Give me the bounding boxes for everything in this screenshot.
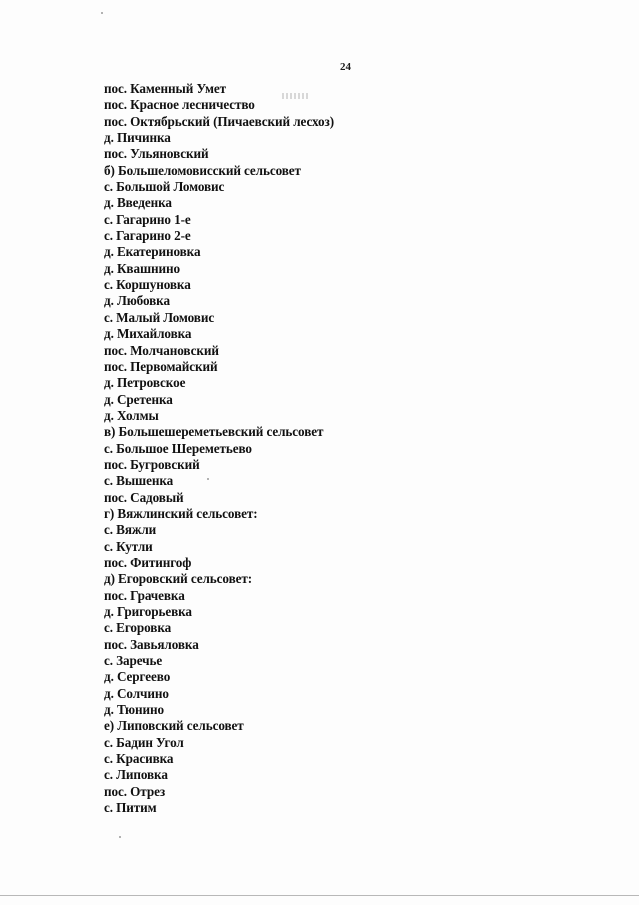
list-item: с. Питим: [104, 800, 157, 816]
list-item: д. Сергеево: [104, 669, 171, 685]
list-item: с. Гагарино 1-е: [104, 211, 191, 227]
list-item: с. Гагарино 2-е: [104, 228, 191, 244]
list-item: д. Любовка: [104, 293, 170, 309]
list-item: с. Красивка: [104, 751, 174, 767]
list-item: д. Холмы: [104, 407, 159, 423]
list-item: с. Липовка: [104, 767, 168, 783]
scan-speck: [101, 12, 103, 14]
list-item: д. Квашнино: [104, 260, 180, 276]
list-item: с. Кутли: [104, 538, 153, 554]
list-item: пос. Каменный Умет: [104, 81, 226, 96]
list-item: пос. Октябрьский (Пичаевский лесхоз): [104, 113, 335, 129]
list-item: д. Солчино: [104, 685, 169, 701]
section-heading: б) Большеломовисский сельсовет: [104, 162, 301, 178]
list-item: д. Тюнино: [104, 702, 164, 718]
list-item: с. Вышенка: [104, 473, 174, 489]
list-item: пос. Первомайский: [104, 358, 218, 374]
list-item: пос. Завьяловка: [104, 636, 199, 652]
list-item: д. Петровское: [104, 375, 186, 391]
list-item: с. Вяжли: [104, 522, 157, 538]
section-heading: г) Вяжлинский сельсовет:: [104, 505, 258, 521]
section-heading: е) Липовский сельсовет: [104, 718, 244, 734]
list-item: с. Большой Ломовис: [104, 179, 225, 195]
list-item: д. Екатериновка: [104, 244, 201, 260]
list-item: пос. Садовый: [104, 489, 184, 505]
list-item: пос. Бугровский: [104, 456, 200, 472]
list-item: с. Заречье: [104, 653, 163, 669]
list-item: пос. Фитингоф: [104, 554, 192, 570]
list-item: д. Пичинка: [104, 130, 171, 146]
list-item: с. Большое Шереметьево: [104, 440, 252, 456]
list-item: с. Бадин Угол: [104, 734, 184, 750]
list-item: пос. Красное лесничество: [104, 97, 255, 113]
list-item: пос. Отрез: [104, 783, 166, 799]
list-item: д. Михайловка: [104, 326, 192, 342]
list-item: пос. Молчановский: [104, 342, 219, 358]
list-item: с. Малый Ломовис: [104, 309, 215, 325]
scan-edge-line: [0, 895, 639, 896]
list-item: пос. Ульяновский: [104, 146, 209, 162]
list-item: с. Коршуновка: [104, 277, 191, 293]
section-heading: в) Большешереметьевский сельсовет: [104, 424, 324, 440]
list-item: д. Сретенка: [104, 391, 173, 407]
page-number: 24: [340, 61, 351, 73]
list-item: пос. Грачевка: [104, 587, 185, 603]
list-item: с. Егоровка: [104, 620, 172, 636]
list-item: д. Григорьевка: [104, 604, 192, 619]
settlement-list: [104, 81, 334, 816]
list-item: д. Введенка: [104, 195, 172, 211]
section-heading: д) Егоровский сельсовет:: [104, 571, 253, 587]
scan-speck: [119, 836, 121, 838]
